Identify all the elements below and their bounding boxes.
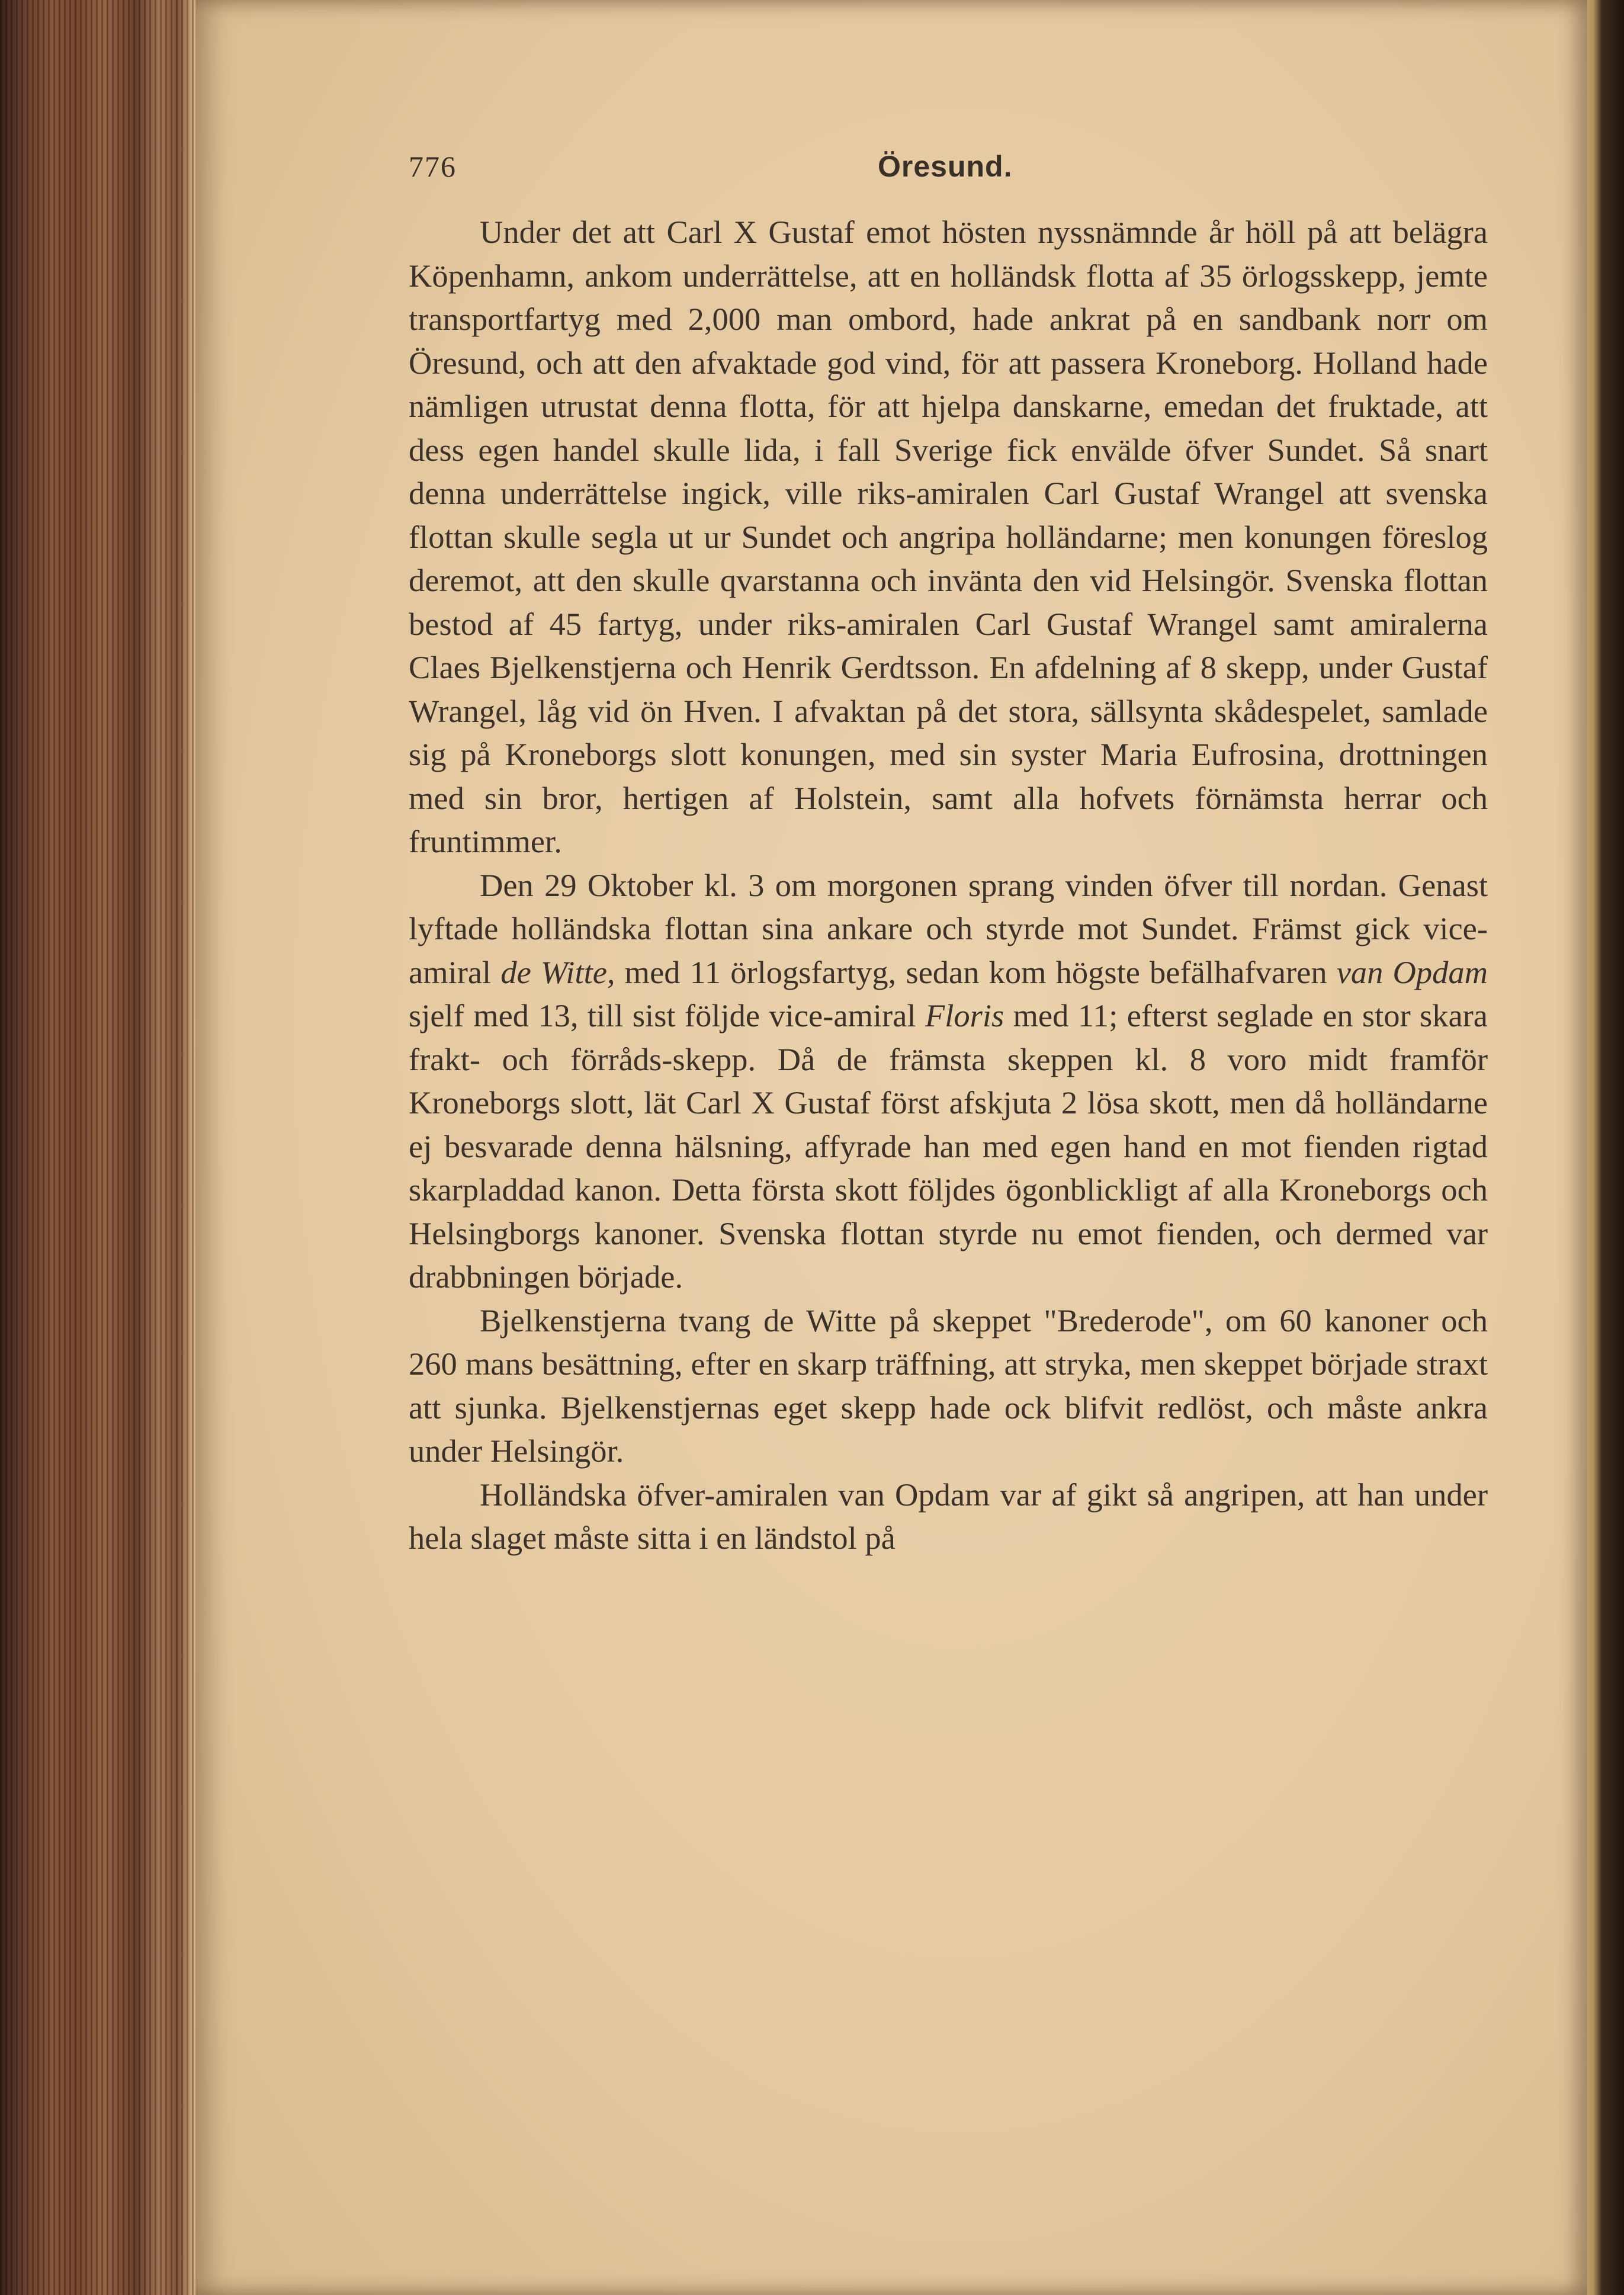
paragraph [409, 1299, 1488, 1473]
text-run: med 11 örlogsfartyg, sedan kom högste befälhafvaren [615, 954, 1337, 990]
text-run: Holländska öfver-amiralen van Opdam var af gikt så angripen, att han under hela slaget måste sitta i en ländstol på [409, 1476, 1488, 1556]
page-header [409, 149, 1510, 197]
page-number: 776 [409, 150, 457, 183]
page-edges [0, 0, 195, 2295]
paragraph [409, 210, 1488, 864]
text-run: Den 29 Oktober kl. 3 om morgonen sprang vinden öfver till nordan. Genast lyftade holländska flottan sina ankare och styrde mot Sundet. Främst gick vice-amiral [409, 866, 1488, 990]
paragraph [409, 1473, 1488, 1560]
italic-name: Floris [925, 997, 1004, 1033]
text-run: med 11; efterst seglade en stor skara frakt- och förråds-skepp. Då de främsta skeppen kl. 8 voro midt framför Kroneborgs slott, lät Carl X Gustaf först afskjuta 2 lösa skott, men då holländarne ej besvarade denna hälsning, affyrade han med egen hand en mot fienden rigtad skarpladdad kanon. Detta första skott följdes ögonblickligt af alla Kroneborgs och Helsingborgs kanoner. Svenska flottan styrde nu emot fienden, och dermed var drabbningen började. [409, 997, 1488, 1295]
text-run: sjelf med 13, till sist följde vice-amiral [409, 997, 925, 1033]
text-run: Bjelkenstjerna tvang de Witte på skeppet "Brederode", om 60 kanoner och 260 mans besättning, efter en skarp träffning, att stryka, men skeppet började straxt att sjunka. Bjelkenstjernas eget skepp hade ock blifvit redlöst, och måste ankra under Helsingör. [409, 1302, 1488, 1469]
italic-name: de Witte, [500, 954, 615, 990]
running-title: Öresund. [878, 150, 1013, 183]
italic-name: van Opdam [1336, 954, 1488, 990]
text-run: Under det att Carl X Gustaf emot hösten nyssnämnde år höll på att belägra Köpenhamn, ankom underrättelse, att en holländsk flotta af 35 örlogsskepp, jemte transportfartyg med 2,000 man ombord, hade ankrat på en sandbank norr om Öresund, och att den afvaktade god vind, för att passera Kroneborg. Holland hade nämligen utrustat denna flotta, för att hjelpa danskarne, emedan det fruktade, att dess egen handel skulle lida, i fall Sverige fick envälde öfver Sundet. Så snart denna underrättelse ingick, ville riks-amiralen Carl Gustaf Wrangel att svenska flottan skulle segla ut ur Sundet och angripa holländarne; men konungen föreslog deremot, att den skulle qvarstanna och invänta den vid Helsingör. Svenska flottan bestod af 45 fartyg, under riks-amiralen Carl Gustaf Wrangel samt amiralerna Claes Bjelkenstjerna och Henrik Gerdtsson. En afdelning af 8 skepp, under Gustaf Wrangel, låg vid ön Hven. I afvaktan på det stora, sällsynta skådespelet, samlade sig på Kroneborgs slott konungen, med sin syster Maria Eufrosina, drottningen med sin bror, hertigen af Holstein, samt alla hofvets förnämsta herrar och fruntimmer. [409, 214, 1488, 859]
paragraph [409, 864, 1488, 1299]
body-text [409, 210, 1488, 1560]
